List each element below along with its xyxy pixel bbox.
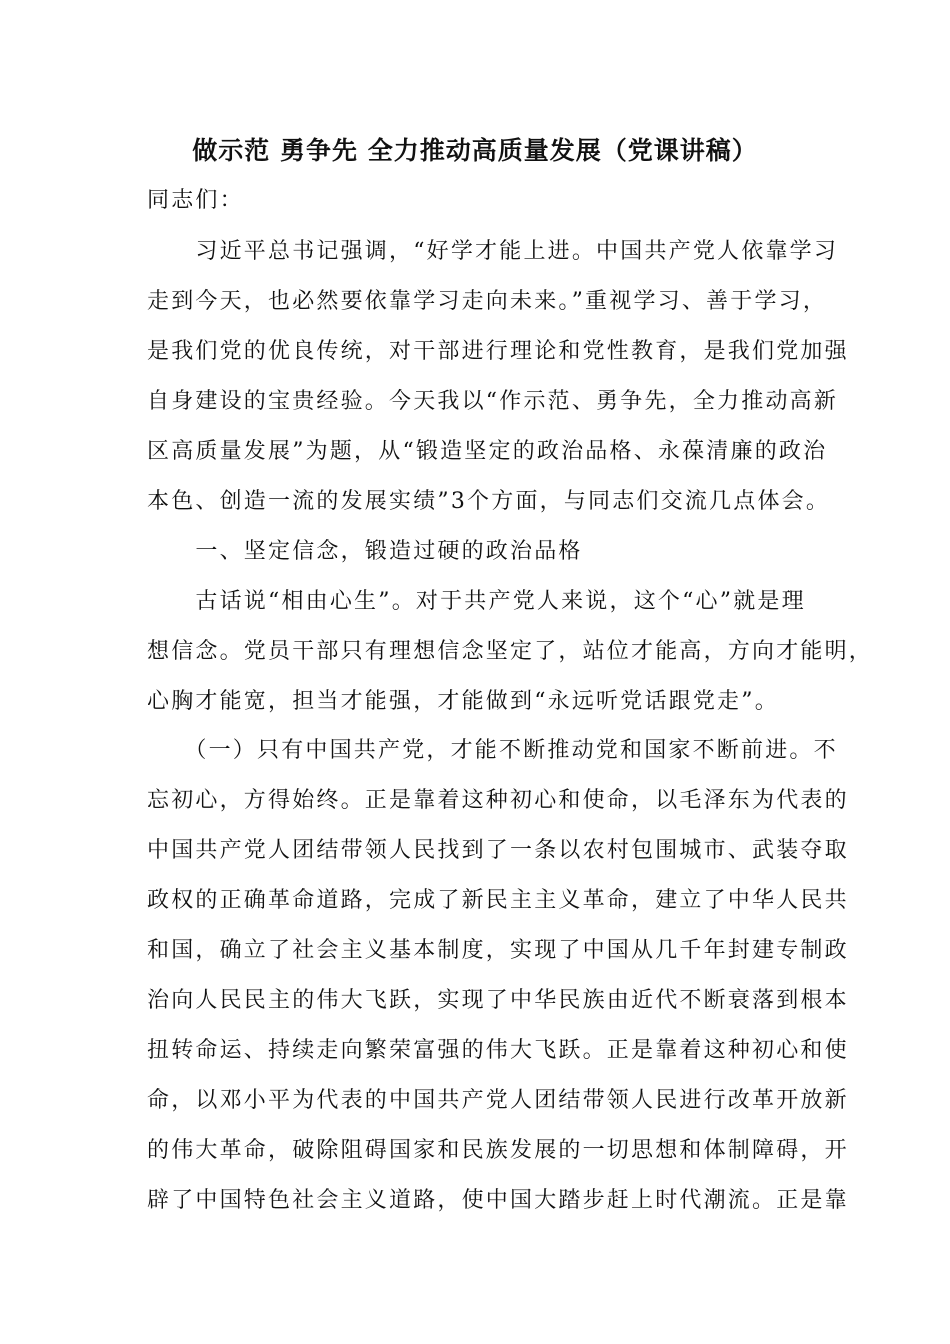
body-line: 是我们党的优良传统，对干部进行理论和党性教育，是我们党加强 xyxy=(147,339,849,364)
body-line: 忘初心，方得始终。正是靠着这种初心和使命，以毛泽东为代表的 xyxy=(147,788,849,813)
body-line: 心胸才能宽，担当才能强，才能做到“永远听党话跟党走”。 xyxy=(147,689,779,714)
document-title: 做示范 勇争先 全力推动高质量发展（党课讲稿） xyxy=(192,136,758,165)
body-line: 和国，确立了社会主义基本制度，实现了中国从几千年封建专制政 xyxy=(147,938,849,963)
body-line: 习近平总书记强调，“好学才能上进。中国共产党人依靠学习 xyxy=(147,239,839,264)
body-line: 扭转命运、持续走向繁荣富强的伟大飞跃。正是靠着这种初心和使 xyxy=(147,1038,849,1063)
body-line: 命，以邓小平为代表的中国共产党人团结带领人民进行改革开放新 xyxy=(147,1088,849,1113)
body-line: 的伟大革命，破除阻碍国家和民族发展的一切思想和体制障碍，开 xyxy=(147,1138,849,1163)
section-heading: 一、坚定信念，锻造过硬的政治品格 xyxy=(147,539,583,564)
body-line: 自身建设的宝贵经验。今天我以“作示范、勇争先，全力推动高新 xyxy=(147,389,839,414)
body-line: 中国共产党人团结带领人民找到了一条以农村包围城市、武装夺取 xyxy=(147,838,849,863)
salutation-line: 同志们： xyxy=(147,188,244,213)
body-line: 本色、创造一流的发展实绩”3个方面，与同志们交流几点体会。 xyxy=(147,489,831,514)
body-line: 区高质量发展”为题，从“锻造坚定的政治品格、永葆清廉的政治 xyxy=(147,439,828,464)
body-line: 治向人民民主的伟大飞跃，实现了中华民族由近代不断衰落到根本 xyxy=(147,988,849,1013)
body-line: 辟了中国特色社会主义道路，使中国大踏步赶上时代潮流。正是靠 xyxy=(147,1188,849,1213)
subsection-line: （一）只有中国共产党，才能不断推动党和国家不断前进。不 xyxy=(147,738,838,763)
body-line: 走到今天，也必然要依靠学习走向未来。”重视学习、善于学习， xyxy=(147,289,828,314)
body-line: 古话说“相由心生”。对于共产党人来说，这个“心”就是理 xyxy=(147,589,806,614)
body-line: 想信念。党员干部只有理想信念坚定了，站位才能高，方向才能明， xyxy=(147,639,874,664)
body-line: 政权的正确革命道路，完成了新民主主义革命，建立了中华人民共 xyxy=(147,888,849,913)
